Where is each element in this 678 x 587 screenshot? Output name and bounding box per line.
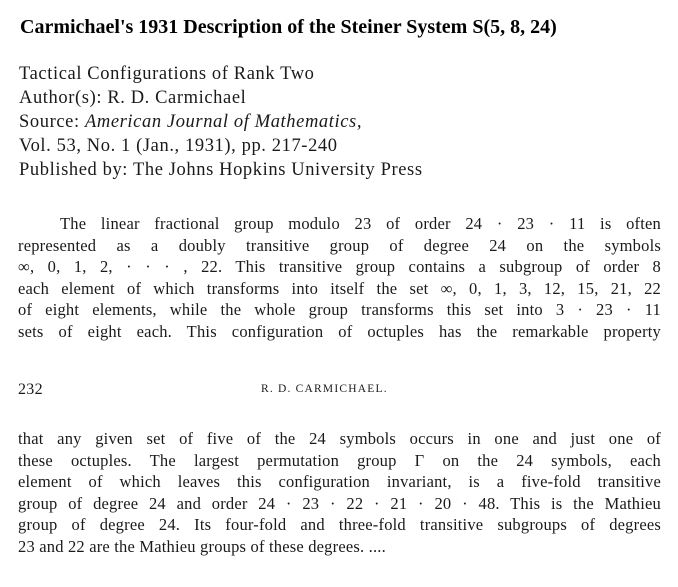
citation-journal: American Journal of Mathematics,	[84, 112, 363, 132]
citation-publisher: The Johns Hopkins University Press	[132, 160, 423, 180]
paragraph-2-line: group of degree 24 and order 24 · 23 · 22 · 21 · 20 · 48. This is the Mathieu	[18, 493, 661, 513]
citation-source-label: Source:	[19, 112, 80, 132]
paragraph-1-line: represented as a doubly transitive group of degree 24 on the symbols	[18, 235, 661, 255]
running-head-author: R. D. CARMICHAEL.	[261, 383, 388, 395]
citation-source-line	[19, 110, 423, 134]
paragraph-2-line: that any given set of five of the 24 symbols occurs in one and just one of	[18, 429, 661, 448]
paragraph-1-line: The linear fractional group modulo 23 of order 24 · 23 · 11 is often	[60, 214, 661, 233]
paragraph-2-line: 23 and 22 are the Mathieu groups of these degrees. ....	[18, 536, 386, 556]
page-title: Carmichael's 1931 Description of the Steiner System S(5, 8, 24)	[20, 16, 557, 38]
paragraph-1-line: ∞, 0, 1, 2, · · · , 22. This transitive group contains a subgroup of order 8	[18, 257, 661, 277]
paragraph-1-line: sets of eight each. This configuration of octuples has the remarkable property	[18, 321, 661, 341]
page-number: 232	[18, 381, 43, 398]
citation-publisher-label: Published by:	[19, 160, 129, 180]
running-head	[18, 381, 661, 403]
citation-author-line	[19, 86, 423, 110]
paragraph-1-line: each element of which transforms into itself the set ∞, 0, 1, 3, 12, 15, 21, 22	[18, 278, 661, 298]
paragraph-2-line: these octuples. The largest permutation group Γ on the 24 symbols, each	[18, 450, 661, 470]
citation-article-title: Tactical Configurations of Rank Two	[19, 64, 315, 84]
paragraph-1	[18, 213, 661, 343]
citation-publisher-line	[19, 158, 423, 182]
citation-author-label: Author(s):	[19, 88, 103, 108]
paragraph-2-line: group of degree 24. Its four-fold and three-fold transitive subgroups of degrees	[18, 515, 661, 535]
citation-block	[19, 62, 423, 182]
citation-volume-info: Vol. 53, No. 1 (Jan., 1931), pp. 217-240	[19, 136, 338, 156]
citation-author: R. D. Carmichael	[107, 88, 247, 108]
paragraph-1-line: of eight elements, while the whole group transforms this set into 3 · 23 · 11	[18, 300, 661, 320]
paragraph-2	[18, 428, 661, 558]
paragraph-2-line: element of which leaves this configuration invariant, is a five-fold transitive	[18, 472, 661, 492]
